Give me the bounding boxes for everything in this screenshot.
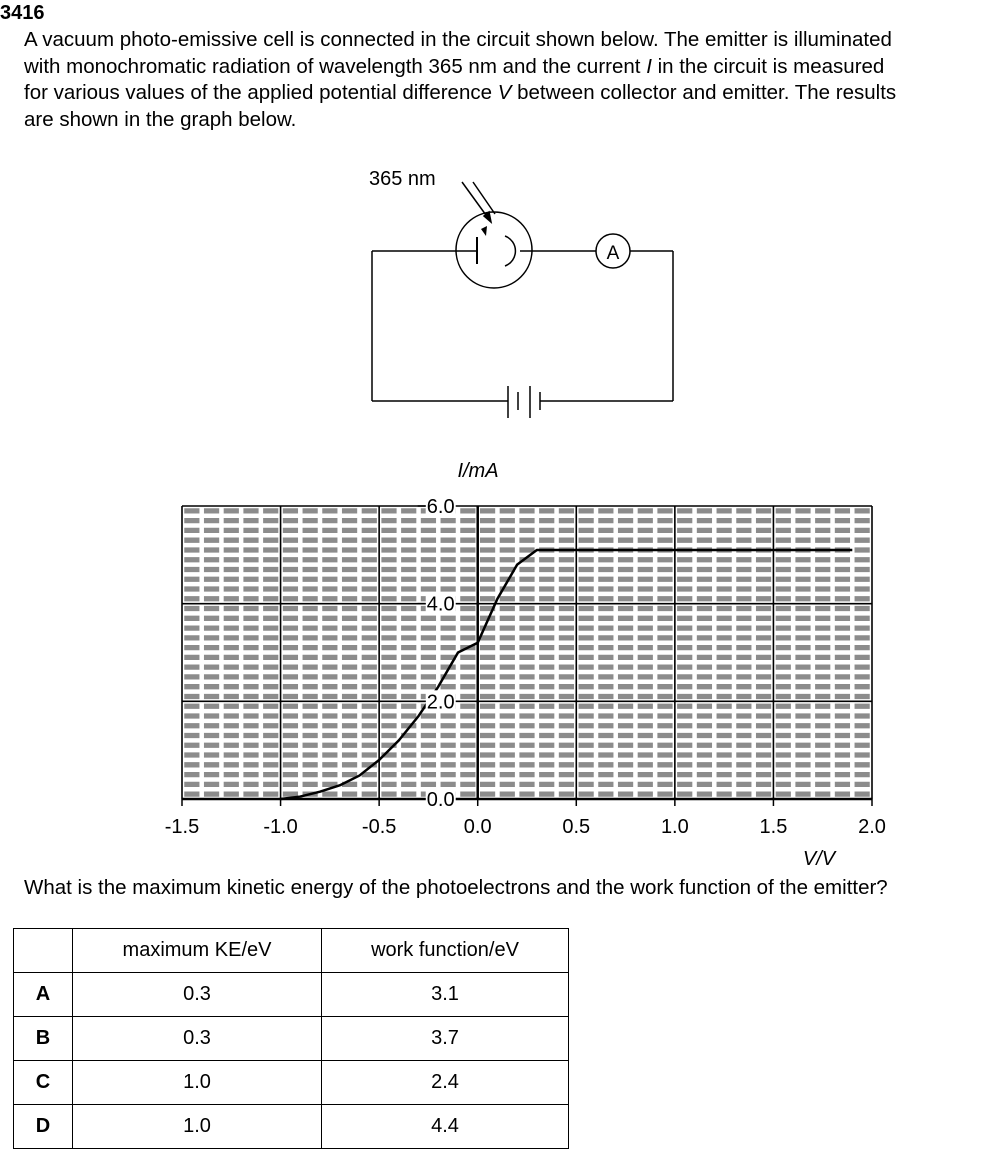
question-number: 3416: [0, 2, 45, 24]
option-row-b[interactable]: [14, 1017, 569, 1061]
option-wf: 3.7: [322, 1017, 569, 1061]
x-tick-label: -1.0: [263, 816, 298, 838]
stem-line-4: are shown in the graph below.: [24, 107, 297, 131]
y-tick-label: 2.0: [426, 691, 455, 714]
x-tick-label: 2.0: [858, 816, 886, 838]
y-axis-label: I/mA: [457, 460, 499, 482]
x-axis-label: V/V: [802, 848, 836, 870]
stem-line-3-end: between collector and emitter. The results: [511, 81, 897, 104]
y-tick-label: 0.0: [426, 789, 455, 811]
header-max-ke: maximum KE/eV: [73, 929, 322, 973]
stem-line-2-end: in the circuit is measured: [651, 54, 885, 78]
option-ke: 1.0: [73, 1061, 322, 1105]
option-key: D: [14, 1105, 73, 1149]
header-work-function: work function/eV: [322, 929, 569, 973]
x-tick-label: 0.5: [562, 816, 591, 838]
option-wf: 3.1: [322, 973, 569, 1017]
stem-line-1: A vacuum photo-emissive cell is connected in the circuit shown below. The emitter is illuminated: [24, 28, 892, 51]
light-arrows-icon: [462, 182, 495, 236]
photocell-icon: [456, 212, 532, 288]
header-blank: [14, 929, 73, 973]
option-ke: 0.3: [73, 973, 322, 1017]
x-tick-label: -1.5: [164, 816, 200, 838]
chart: [165, 460, 886, 870]
option-ke: 1.0: [73, 1105, 322, 1149]
question-text: What is the maximum kinetic energy of the photoelectrons and the work function of the emitter?: [24, 876, 888, 899]
option-key: A: [14, 973, 73, 1017]
x-tick-label: 1.0: [660, 816, 689, 838]
option-wf: 4.4: [322, 1105, 569, 1149]
option-row-d[interactable]: [14, 1105, 569, 1149]
battery-icon: [372, 386, 673, 418]
x-tick-label: 0.0: [463, 816, 492, 838]
option-key: C: [14, 1061, 73, 1105]
stem-line-3-start: for various values of the applied potential difference: [24, 81, 498, 104]
option-row-c[interactable]: [14, 1061, 569, 1105]
stem-line-2-start: with monochromatic radiation of wavelength 365 nm and the current: [24, 54, 647, 78]
x-tick-label: -0.5: [361, 816, 397, 838]
current-symbol: I: [646, 54, 652, 78]
y-tick-label: 4.0: [426, 593, 455, 616]
y-tick-label: 6.0: [426, 496, 455, 518]
options-header-row: [14, 929, 569, 973]
option-key: B: [14, 1017, 73, 1061]
options-table: [13, 928, 569, 1149]
wavelength-label: 365 nm: [369, 168, 436, 190]
option-ke: 0.3: [73, 1017, 322, 1061]
option-row-a[interactable]: [14, 973, 569, 1017]
voltage-symbol: V: [497, 81, 512, 104]
x-tick-label: 1.5: [759, 816, 788, 838]
circuit-diagram: [369, 168, 673, 418]
option-wf: 2.4: [322, 1061, 569, 1105]
ammeter-label: A: [606, 243, 620, 264]
x-tick-labels: [165, 816, 886, 838]
